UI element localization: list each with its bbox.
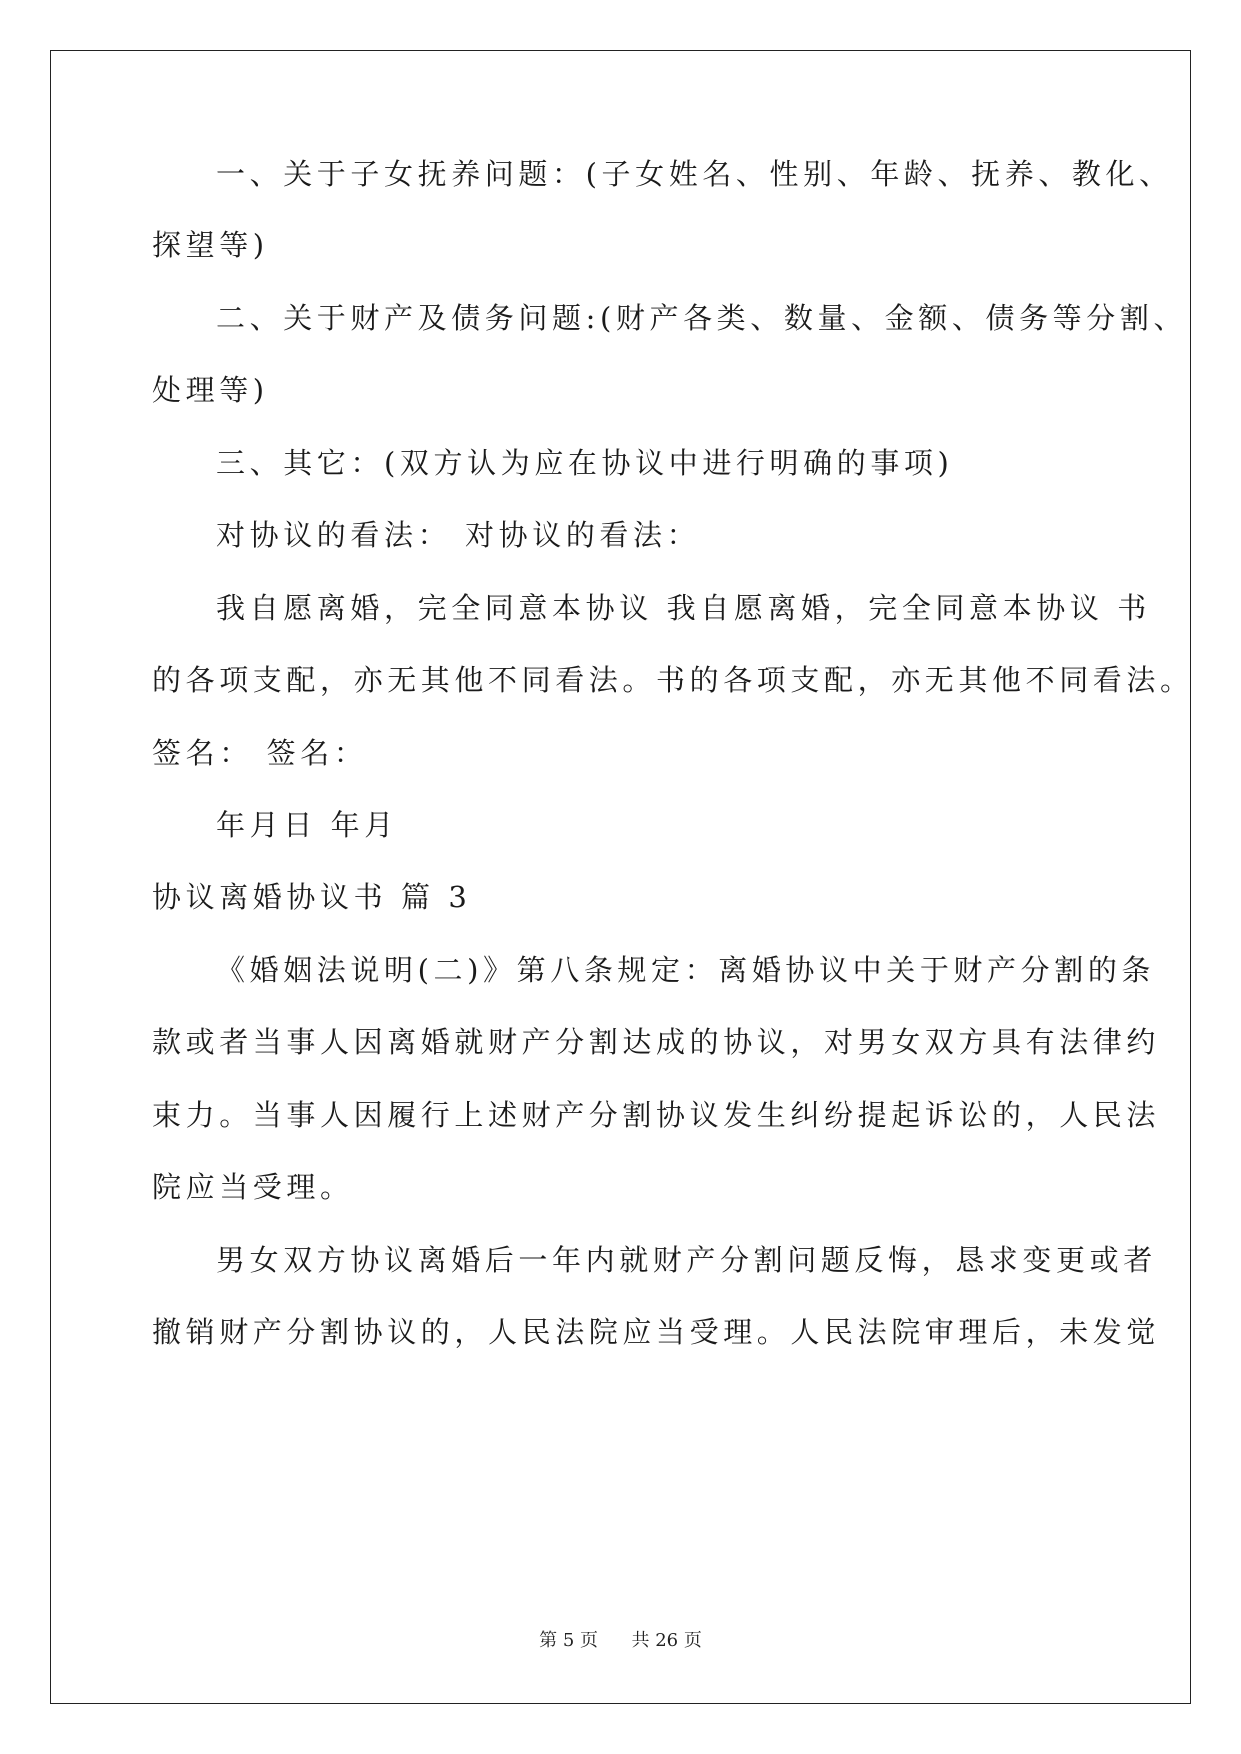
paragraph-line: 院应当受理。 <box>152 1170 354 1204</box>
page-total: 共 26 页 <box>631 1630 702 1651</box>
paragraph-line: 二、关于财产及债务问题:(财产各类、数量、金额、债务等分割、 <box>216 301 1188 335</box>
paragraph-line: 一、关于子女抚养问题：(子女姓名、性别、年龄、抚养、教化、 <box>216 157 1173 191</box>
page-number: 第 5 页 <box>539 1630 599 1651</box>
paragraph-line: 男女双方协议离婚后一年内就财产分割问题反悔，恳求变更或者 <box>216 1243 1157 1277</box>
paragraph-line: 探望等) <box>152 228 269 262</box>
paragraph-line: 的各项支配，亦无其他不同看法。书的各项支配，亦无其他不同看法。 <box>152 663 1194 697</box>
page-footer <box>0 1629 1241 1653</box>
paragraph-line: 三、其它：(双方认为应在协议中进行明确的事项) <box>216 446 954 480</box>
paragraph-line: 《婚姻法说明(二)》第八条规定：离婚协议中关于财产分割的条 <box>216 953 1156 987</box>
paragraph-line: 签名： 签名： <box>152 736 368 770</box>
paragraph-line: 款或者当事人因离婚就财产分割达成的协议，对男女双方具有法律约 <box>152 1025 1161 1059</box>
paragraph-line: 束力。当事人因履行上述财产分割协议发生纠纷提起诉讼的，人民法 <box>152 1098 1161 1132</box>
paragraph-line: 处理等) <box>152 373 269 407</box>
paragraph-line: 撤销财产分割协议的，人民法院应当受理。人民法院审理后，未发觉 <box>152 1315 1161 1349</box>
paragraph-line: 对协议的看法： 对协议的看法： <box>216 518 701 552</box>
paragraph-line: 我自愿离婚，完全同意本协议 我自愿离婚，完全同意本协议 书 <box>216 591 1151 625</box>
paragraph-line: 年月日 年月 <box>216 808 398 842</box>
section-heading: 协议离婚协议书 篇 3 <box>152 880 472 914</box>
